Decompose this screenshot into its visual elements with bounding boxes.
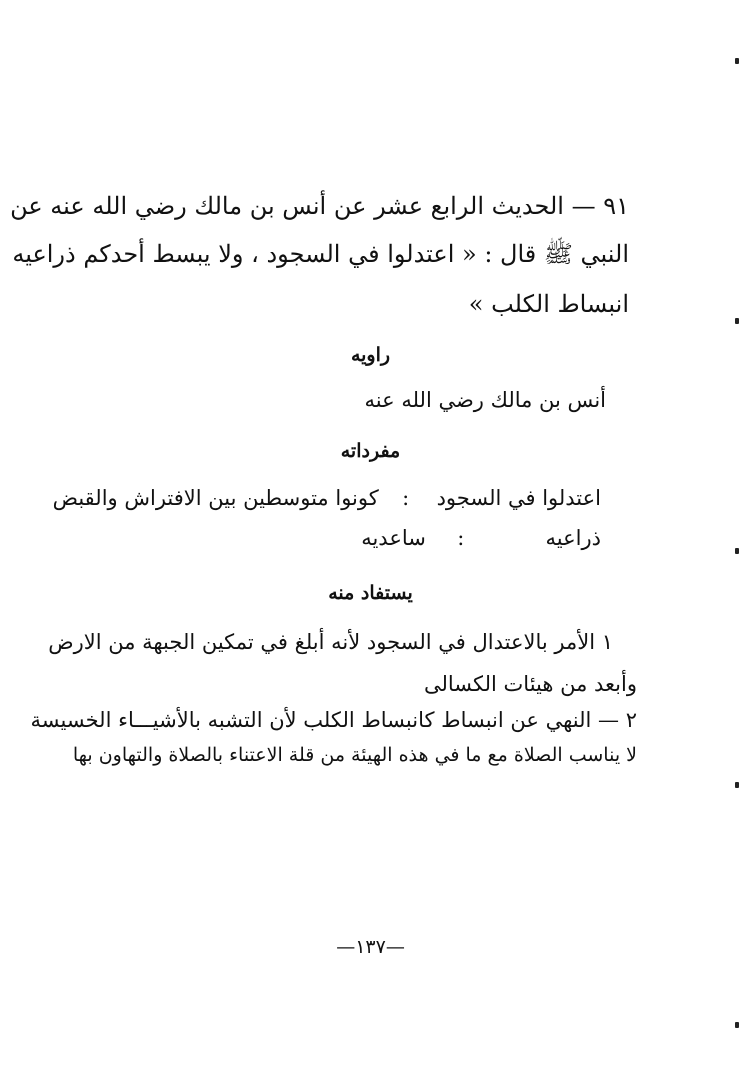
vocabulary-separator: : <box>457 526 465 550</box>
hadith-line-1: ٩١ — الحديث الرابع عشر عن أنس بن مالك رضي الله عنه عن <box>10 192 629 220</box>
page-number: —١٣٧— <box>336 936 405 958</box>
vocabulary-meaning: ساعديه <box>361 526 426 550</box>
hadith-line-3: انبساط الكلب » <box>468 290 629 318</box>
vocabulary-row <box>52 486 601 510</box>
vocabulary-term: ذراعيه <box>545 526 601 550</box>
vocabulary-term: اعتدلوا في السجود <box>436 486 601 510</box>
vocabulary-row <box>100 528 601 549</box>
narrator-heading: راويه <box>350 344 391 366</box>
vocabulary-separator: : <box>402 486 410 510</box>
narrator-text: أنس بن مالك رضي الله عنه <box>364 388 606 412</box>
scan-speck <box>735 782 739 788</box>
scan-speck <box>735 318 739 324</box>
lesson-2-line-2: لا يناسب الصلاة مع ما في هذه الهيئة من قلة الاعتناء بالصلاة والتهاون بها <box>72 744 637 766</box>
scan-speck <box>735 58 739 64</box>
scan-speck <box>735 1022 739 1028</box>
lesson-1-line-2: وأبعد من هيئات الكسالى <box>423 672 637 696</box>
lesson-1-line-1: ١ الأمر بالاعتدال في السجود لأنه أبلغ في تمكين الجبهة من الارض <box>48 630 613 654</box>
vocabulary-meaning: كونوا متوسطين بين الافتراش والقبض <box>52 486 379 510</box>
scan-speck <box>735 548 739 554</box>
lesson-2-line-1: ٢ — النهي عن انبساط كانبساط الكلب لأن التشبه بالأشيـــاء الخسيسة <box>30 708 637 732</box>
vocabulary-heading: مفرداته <box>340 440 401 462</box>
hadith-line-2: النبي ﷺ قال : « اعتدلوا في السجود ، ولا يبسط أحدكم ذراعيه <box>12 240 629 268</box>
lessons-heading: يستفاد منه <box>328 582 413 604</box>
